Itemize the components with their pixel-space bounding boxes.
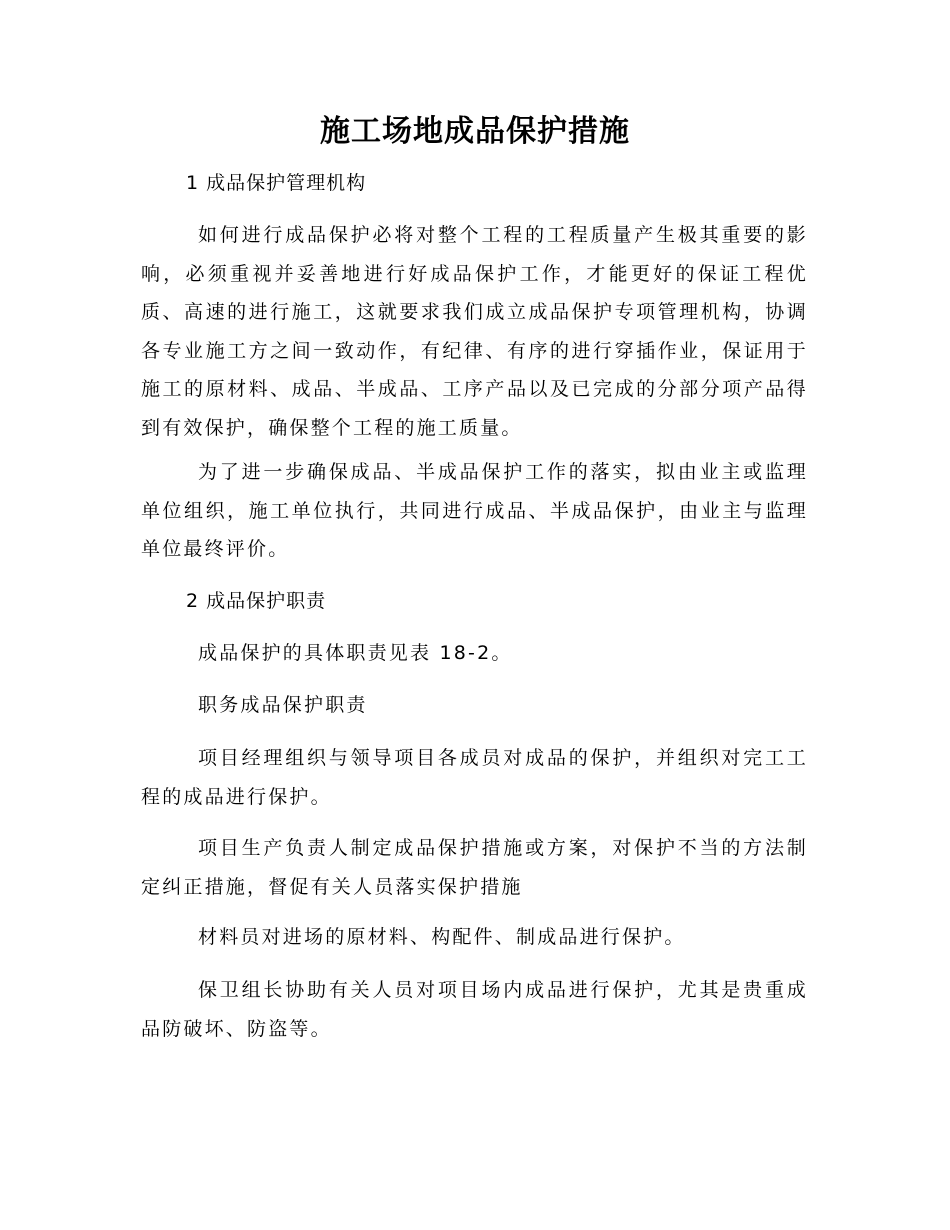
paragraph-duty-project-manager: 项目经理组织与领导项目各成员对成品的保护，并组织对完工工程的成品进行保护。 [141, 747, 808, 808]
paragraph-duty-table-ref: 成品保护的具体职责见表 18-2。 [198, 642, 513, 664]
paragraph-duty-security: 保卫组长协助有关人员对项目场内成品进行保护，尤其是贵重成品防破坏、防盗等。 [141, 979, 808, 1040]
paragraph-duty-production-lead: 项目生产负责人制定成品保护措施或方案，对保护不当的方法制定纠正措施，督促有关人员落实保护措施 [141, 837, 808, 898]
section-heading-1: 1 成品保护管理机构 [186, 172, 367, 194]
section-heading-2: 2 成品保护职责 [186, 590, 327, 612]
paragraph-org-supervision: 为了进一步确保成品、半成品保护工作的落实，拟由业主或监理单位组织，施工单位执行，共同进行成品、半成品保护，由业主与监理单位最终评价。 [141, 461, 808, 560]
paragraph-duty-header: 职务成品保护职责 [198, 694, 368, 716]
paragraph-org-intro: 如何进行成品保护必将对整个工程的工程质量产生极其重要的影响，必须重视并妥善地进行好成品保护工作，才能更好的保证工程优质、高速的进行施工，这就要求我们成立成品保护专项管理机构，协调各专业施工方之间一致动作，有纪律、有序的进行穿插作业，保证用于施工的原材料、成品、半成品、工序产品以及已完成的分部分项产品得到有效保护，确保整个工程的施工质量。 [141, 224, 808, 439]
document-title: 施工场地成品保护措施 [320, 114, 630, 149]
paragraph-duty-materials: 材料员对进场的原材料、构配件、制成品进行保护。 [198, 926, 686, 948]
